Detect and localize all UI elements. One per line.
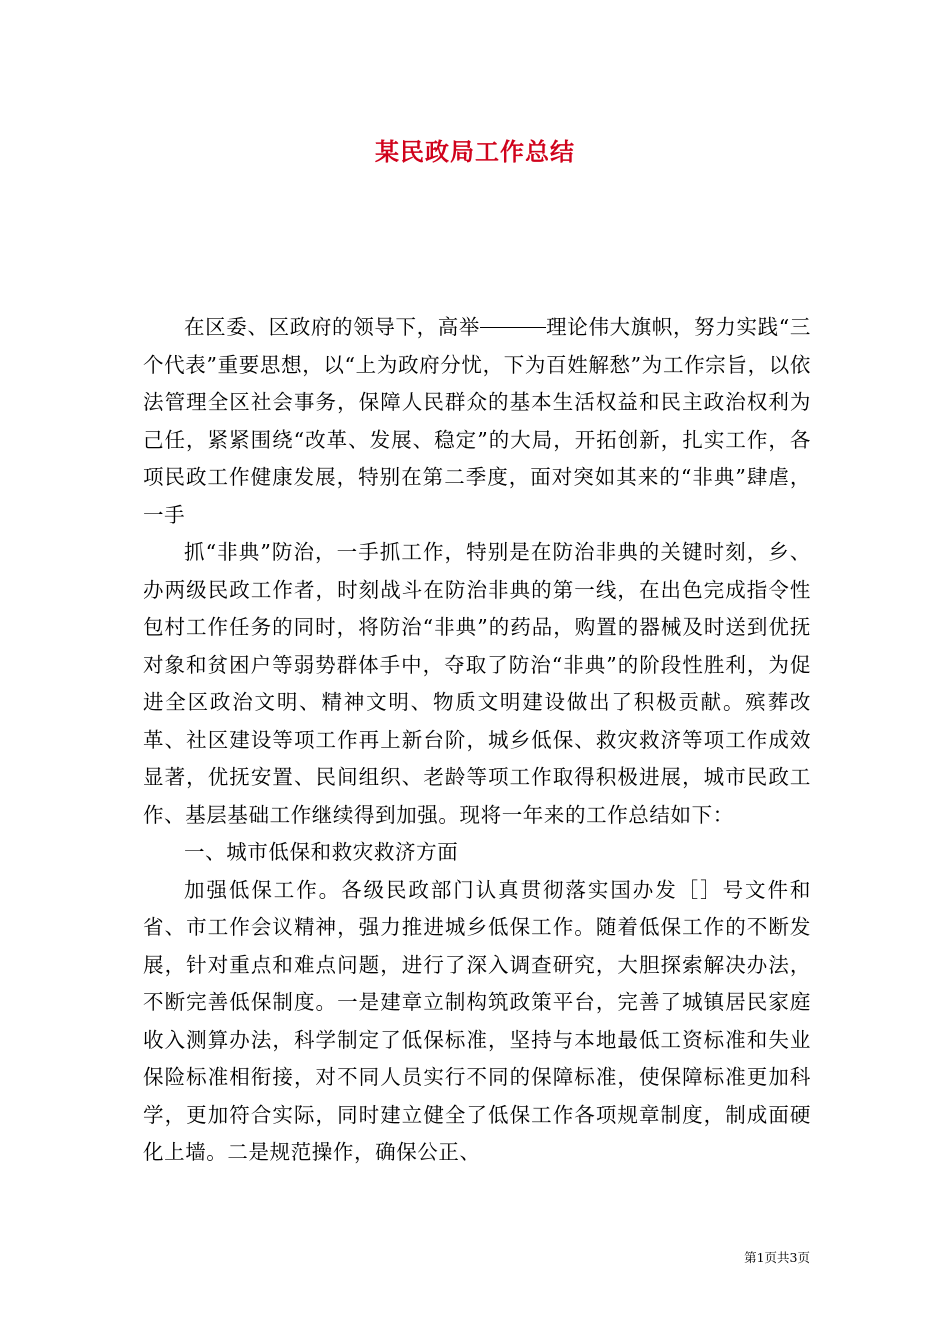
paragraph-1-start: 在区委、区政府的领导下，高举 bbox=[184, 315, 481, 339]
document-body bbox=[143, 309, 811, 1172]
section-heading-1: 一、城市低保和救灾救济方面 bbox=[184, 840, 459, 864]
fill-in-blank bbox=[480, 326, 546, 328]
paragraph-2: 抓“非典”防治，一手抓工作，特别是在防治非典的关键时刻，乡、办两级民政工作者，时刻战斗在防治非典的第一线，在出色完成指令性包村工作任务的同时，将防治“非典”的药品，购置的器械及时送到优抚对象和贫困户等弱势群体手中，夺取了防治“非典”的阶段性胜利，为促进全区政治文明、精神文明、物质文明建设做出了积极贡献。殡葬改革、社区建设等项工作再上新台阶，城乡低保、救灾救济等项工作成效显著，优抚安置、民间组织、老龄等项工作取得积极进展，城市民政工作、基层基础工作继续得到加强。现将一年来的工作总结如下： bbox=[143, 540, 811, 827]
paragraph-1 bbox=[143, 309, 811, 534]
paragraph-3: 加强低保工作。各级民政部门认真贯彻落实国办发［］号文件和省、市工作会议精神，强力推进城乡低保工作。随着低保工作的不断发展，针对重点和难点问题，进行了深入调查研究，大胆探索解决办法，不断完善低保制度。一是建章立制构筑政策平台，完善了城镇居民家庭收入测算办法，科学制定了低保标准，坚持与本地最低工资标准和失业保险标准相衔接，对不同人员实行不同的保障标准，使保障标准更加科学，更加符合实际，同时建立健全了低保工作各项规章制度，制成面硬化上墙。二是规范操作，确保公正、 bbox=[143, 877, 811, 1164]
page-number: 第1页共3页 bbox=[744, 1250, 810, 1265]
document-title: 某民政局工作总结 bbox=[375, 137, 575, 166]
paragraph-1-end: 理论伟大旗帜，努力实践“三个代表”重要思想，以“上为政府分忧，下为百姓解愁”为工作宗旨，以依法管理全区社会事务，保障人民群众的基本生活权益和民主政治权利为己任，紧紧围绕“改革、发展、稳定”的大局，开拓创新，扎实工作，各项民政工作健康发展，特别在第二季度，面对突如其来的“非典”肆虐，一手 bbox=[143, 315, 812, 527]
